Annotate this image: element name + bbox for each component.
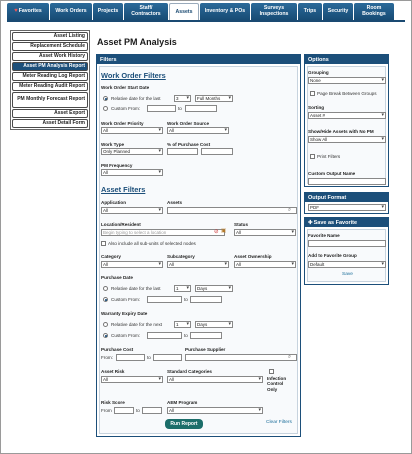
purchase-to-input[interactable] bbox=[190, 296, 222, 303]
wo-relative-unit-select[interactable]: Full Months ▾ bbox=[195, 95, 233, 102]
sidebar-item-asset-work-history[interactable]: Asset Work History bbox=[12, 52, 88, 61]
assets-label: Assets bbox=[167, 200, 183, 205]
standard-categories-label: Standard Categories bbox=[167, 369, 212, 374]
search-icon[interactable]: ⌕ bbox=[288, 354, 292, 360]
pct-purchase-from-input[interactable] bbox=[167, 148, 198, 155]
risk-score-from-label: From bbox=[101, 408, 112, 413]
page-title: Asset PM Analysis bbox=[97, 37, 177, 47]
page-break-checkbox[interactable] bbox=[310, 91, 315, 96]
category-select[interactable]: All ▾ bbox=[101, 261, 163, 268]
wo-custom-label: Custom From: bbox=[111, 106, 141, 111]
asset-risk-select[interactable]: All ▾ bbox=[101, 376, 163, 383]
sidebar-item-pm-monthly-forecast[interactable]: PM Monthly Forecast Report bbox=[12, 92, 88, 108]
subunits-checkbox[interactable] bbox=[101, 241, 106, 246]
favorite-header: ✚Save as Favorite bbox=[305, 218, 388, 227]
status-label: Status bbox=[234, 222, 249, 227]
tree-browser-icon[interactable]: ▣ bbox=[221, 228, 227, 234]
asset-risk-label: Asset Risk bbox=[101, 369, 125, 374]
warranty-relative-unit-select[interactable]: Days ▾ bbox=[195, 321, 233, 328]
pm-frequency-label: PM Frequency bbox=[101, 163, 133, 168]
output-format-panel bbox=[304, 192, 389, 214]
sidebar bbox=[10, 30, 90, 130]
favorite-group-select[interactable]: Default ▾ bbox=[308, 261, 386, 268]
location-input[interactable]: Begin typing to select a location bbox=[101, 229, 225, 236]
risk-score-to-input[interactable] bbox=[142, 407, 162, 414]
wo-priority-select[interactable]: All ▾ bbox=[101, 127, 163, 134]
warranty-to-input[interactable] bbox=[190, 332, 222, 339]
favorite-name-label: Favorite Name bbox=[308, 233, 340, 238]
grouping-select[interactable]: None ▾ bbox=[308, 77, 386, 84]
ownership-label: Asset Ownership bbox=[234, 254, 272, 259]
subunits-label: Also include all sub-units of selected nodes bbox=[108, 241, 196, 246]
wo-filters-heading: Work Order Filters bbox=[101, 71, 166, 80]
filters-panel bbox=[96, 54, 301, 437]
wo-source-select[interactable]: All ▾ bbox=[167, 127, 229, 134]
warranty-custom-label: Custom From: bbox=[111, 333, 141, 338]
wo-custom-radio[interactable] bbox=[103, 106, 108, 111]
sidebar-item-replacement-schedule[interactable]: Replacement Schedule bbox=[12, 42, 88, 51]
show-hide-label: Show/Hide Assets with No PM bbox=[308, 129, 374, 134]
assets-input[interactable] bbox=[167, 207, 297, 214]
sidebar-item-asset-listing[interactable]: Asset Listing bbox=[12, 32, 88, 41]
print-filters-checkbox[interactable] bbox=[310, 154, 315, 159]
aem-program-label: AEM Program bbox=[167, 400, 198, 405]
purchase-custom-label: Custom From: bbox=[111, 297, 141, 302]
warranty-relative-count-select[interactable]: 1 ▾ bbox=[174, 321, 191, 328]
purchase-cost-from-label: From: bbox=[101, 355, 113, 360]
warranty-label: Warranty Expiry Date bbox=[101, 311, 148, 316]
custom-output-input[interactable] bbox=[308, 178, 386, 185]
wo-start-date-label: Work Order Start Date bbox=[101, 85, 150, 90]
run-report-button[interactable]: Run Report bbox=[165, 419, 203, 429]
tab-trips[interactable]: Trips bbox=[298, 3, 322, 20]
warranty-relative-label: Relative date for the next bbox=[111, 322, 163, 327]
infection-control-label: Infection Control Only bbox=[267, 376, 287, 392]
output-format-header: Output Format bbox=[305, 193, 388, 202]
purchase-cost-from-input[interactable] bbox=[116, 354, 145, 361]
favorite-name-input[interactable] bbox=[308, 240, 386, 247]
wo-custom-from-input[interactable] bbox=[147, 105, 176, 112]
page-break-label: Page Break Between Groups bbox=[317, 91, 377, 96]
sidebar-item-asset-export[interactable]: Asset Export bbox=[12, 109, 88, 118]
standard-categories-select[interactable]: All ▾ bbox=[167, 376, 263, 383]
heart-icon: ♥ bbox=[14, 7, 18, 14]
tab-assets[interactable]: Assets bbox=[169, 3, 199, 21]
risk-score-from-input[interactable] bbox=[114, 407, 134, 414]
top-nav bbox=[7, 3, 394, 20]
tab-security[interactable]: Security bbox=[323, 3, 353, 20]
output-format-select[interactable]: PDF ▾ bbox=[308, 204, 386, 211]
category-label: Category bbox=[101, 254, 121, 259]
pct-purchase-label: % of Purchase Cost bbox=[167, 142, 211, 147]
wo-relative-label: Relative date for the last bbox=[111, 96, 161, 101]
sidebar-item-asset-pm-analysis[interactable]: Asset PM Analysis Report bbox=[12, 62, 88, 71]
tab-staff-contractors[interactable]: Staff/ Contractors bbox=[124, 3, 168, 20]
purchase-cost-label: Purchase Cost bbox=[101, 347, 134, 352]
wo-custom-to-input[interactable] bbox=[185, 105, 217, 112]
purchase-to-label: to bbox=[184, 297, 188, 302]
favorite-panel bbox=[304, 217, 389, 285]
wo-relative-count-select[interactable]: 3 ▾ bbox=[174, 95, 191, 102]
sidebar-item-meter-reading-log[interactable]: Meter Reading Log Report bbox=[12, 72, 88, 81]
save-favorite-link[interactable]: Save bbox=[342, 272, 353, 277]
tab-favorites[interactable]: ♥ Favorites bbox=[7, 3, 49, 20]
application-label: Application bbox=[101, 200, 127, 205]
purchase-cost-to-label: to bbox=[147, 355, 151, 360]
purchase-custom-radio[interactable] bbox=[103, 297, 108, 302]
aem-program-select[interactable]: All ▾ bbox=[167, 407, 263, 414]
purchase-from-input[interactable] bbox=[147, 296, 182, 303]
work-type-label: Work Type bbox=[101, 142, 125, 147]
infection-control-checkbox[interactable] bbox=[269, 369, 274, 374]
risk-score-to-label: to bbox=[136, 408, 140, 413]
status-select[interactable]: All ▾ bbox=[234, 229, 296, 236]
purchase-cost-to-input[interactable] bbox=[153, 354, 182, 361]
tab-inventory-pos[interactable]: Inventory & POs bbox=[200, 3, 250, 20]
clear-filters-link[interactable]: Clear Filters bbox=[266, 420, 292, 425]
risk-score-label: Risk Score bbox=[101, 400, 125, 405]
tab-work-orders[interactable]: Work Orders bbox=[50, 3, 92, 20]
purchase-supplier-input[interactable] bbox=[185, 354, 297, 361]
show-hide-select[interactable]: Show All ▾ bbox=[308, 136, 386, 143]
work-type-select[interactable]: Only Planned ▾ bbox=[101, 148, 163, 155]
subcategory-select[interactable]: All ▾ bbox=[167, 261, 229, 268]
pct-purchase-to-input[interactable] bbox=[201, 148, 233, 155]
location-label: Location/Resident bbox=[101, 222, 141, 227]
purchase-relative-count-select[interactable]: 1 ▾ bbox=[174, 285, 191, 292]
star-icon: ✚ bbox=[308, 220, 313, 226]
custom-output-label: Custom Output Name bbox=[308, 171, 356, 176]
grouping-label: Grouping bbox=[308, 70, 329, 75]
sidebar-item-meter-reading-audit[interactable]: Meter Reading Audit Report bbox=[12, 82, 88, 91]
wo-to-label: to bbox=[178, 106, 182, 111]
favorite-group-label: Add to Favorite Group bbox=[308, 253, 357, 258]
filters-header: Filters bbox=[97, 55, 300, 64]
warranty-from-input[interactable] bbox=[147, 332, 182, 339]
purchase-relative-unit-select[interactable]: Days ▾ bbox=[195, 285, 233, 292]
nav-underline bbox=[7, 20, 405, 22]
clear-icon[interactable]: ⊘ bbox=[214, 229, 219, 235]
sidebar-item-asset-detail-form[interactable]: Asset Detail Form bbox=[12, 119, 88, 128]
pm-frequency-select[interactable]: All ▾ bbox=[101, 169, 163, 176]
search-icon[interactable]: ⌕ bbox=[288, 207, 292, 213]
tab-projects[interactable]: Projects bbox=[93, 3, 123, 20]
asset-filters-heading: Asset Filters bbox=[101, 185, 146, 194]
sorting-select[interactable]: Asset # ▾ bbox=[308, 112, 386, 119]
print-filters-label: Print Filters bbox=[317, 154, 341, 159]
options-panel bbox=[304, 54, 389, 187]
tab-room-bookings[interactable]: Room Bookings bbox=[354, 3, 394, 20]
warranty-relative-radio[interactable] bbox=[103, 322, 108, 327]
warranty-custom-radio[interactable] bbox=[103, 333, 108, 338]
purchase-supplier-label: Purchase Supplier bbox=[185, 347, 226, 352]
sorting-label: Sorting bbox=[308, 105, 325, 110]
purchase-date-label: Purchase Date bbox=[101, 275, 133, 280]
subcategory-label: Subcategory bbox=[167, 254, 195, 259]
purchase-relative-radio[interactable] bbox=[103, 286, 108, 291]
wo-relative-radio[interactable] bbox=[103, 96, 108, 101]
options-header: Options bbox=[305, 55, 388, 64]
wo-priority-label: Work Order Priority bbox=[101, 121, 144, 126]
application-select[interactable]: All ▾ bbox=[101, 207, 163, 214]
warranty-to-label: to bbox=[184, 333, 188, 338]
ownership-select[interactable]: All ▾ bbox=[234, 261, 296, 268]
tab-surveys-inspections[interactable]: Surveys Inspections bbox=[251, 3, 297, 20]
purchase-relative-label: Relative date for the last bbox=[111, 286, 161, 291]
wo-source-label: Work Order Source bbox=[167, 121, 210, 126]
